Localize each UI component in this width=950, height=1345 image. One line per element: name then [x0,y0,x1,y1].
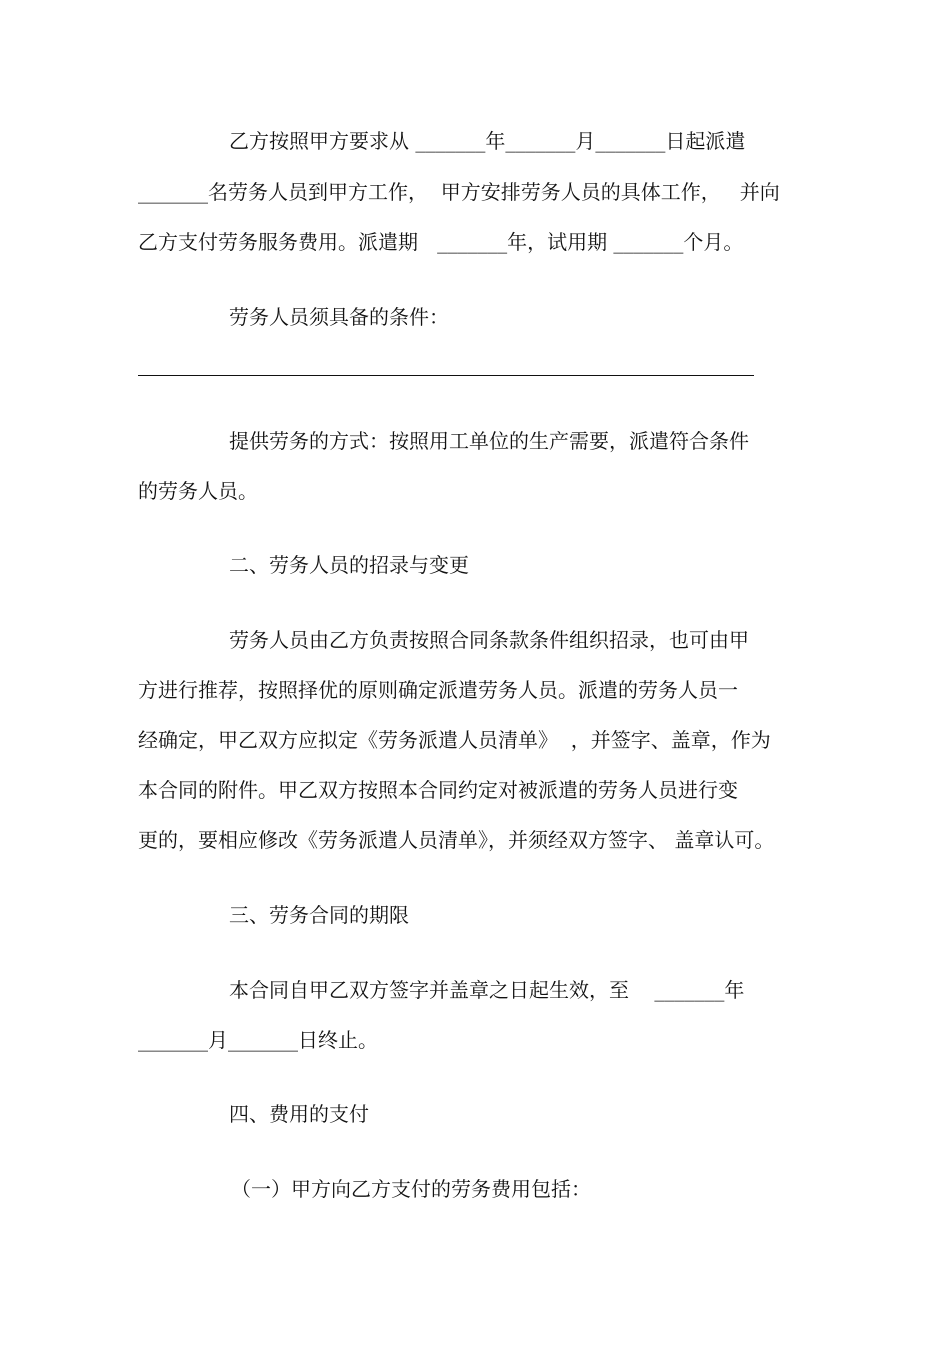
paragraph-line: 的劳务人员。 [138,479,258,503]
paragraph-line: 提供劳务的方式：按照用工单位的生产需要，派遣符合条件 [229,429,749,453]
paragraph-line: 劳务人员由乙方负责按照合同条款条件组织招录，也可由甲 [229,628,749,652]
paragraph-line: 乙方按照甲方要求从 _______年_______月_______日起派遣 [229,129,746,153]
paragraph-line: 方进行推荐，按照择优的原则确定派遣劳务人员。派遣的劳务人员一 [138,678,738,702]
paragraph-line: 经确定，甲乙双方应拟定《劳务派遣人员清单》 ，并签字、盖章，作为 [138,728,771,752]
paragraph-line: 更的，要相应修改《劳务派遣人员清单》，并须经双方签字、 盖章认可。 [138,828,775,852]
paragraph-line: 本合同的附件。甲乙双方按照本合同约定对被派遣的劳务人员进行变 [138,778,738,802]
section-heading: 二、劳务人员的招录与变更 [229,553,469,577]
fill-in-blank-line [138,375,754,376]
paragraph-line: _______月_______日终止。 [138,1028,378,1052]
paragraph-line: 乙方支付劳务服务费用。派遣期 _______年，试用期 _______个月。 [138,230,744,254]
section-heading: 三、劳务合同的期限 [229,903,409,927]
paragraph-line: 本合同自甲乙双方签字并盖章之日起生效，至 _______年 [229,978,745,1002]
subsection-heading: （一）甲方向乙方支付的劳务费用包括： [231,1177,591,1201]
section-heading: 四、费用的支付 [229,1102,369,1126]
paragraph-line: 劳务人员须具备的条件： [229,305,449,329]
paragraph-line: _______名劳务人员到甲方工作， 甲方安排劳务人员的具体工作， 并向 [138,180,780,204]
